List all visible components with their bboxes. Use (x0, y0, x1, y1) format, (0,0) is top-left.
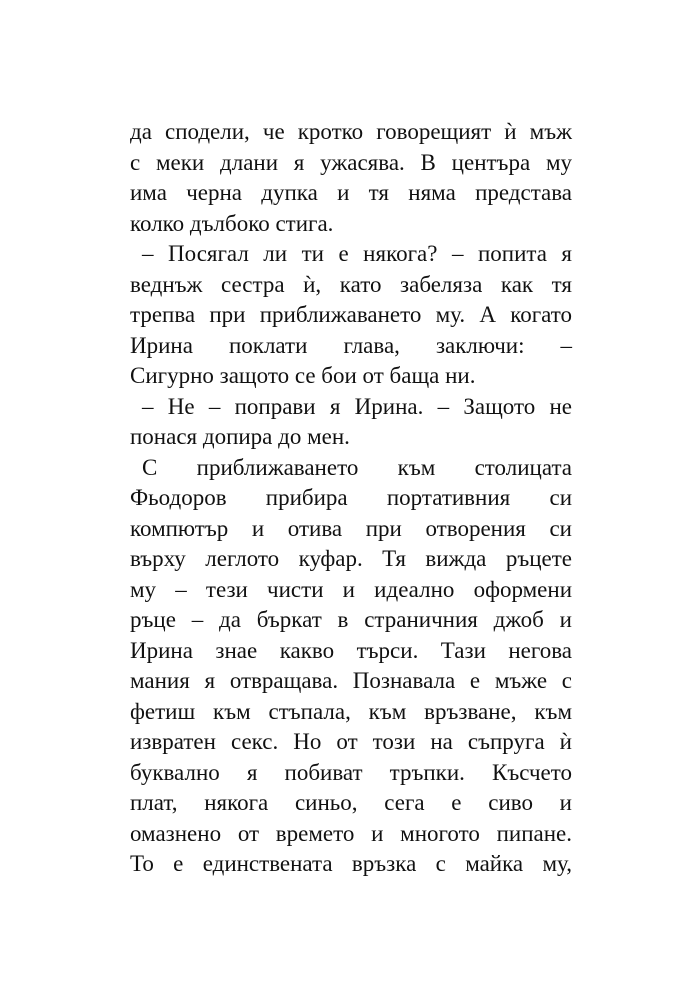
text-line: колко дълбоко стига. (130, 210, 334, 236)
text-line: веднъж сестра ѝ, като забеляза как тя (130, 271, 572, 297)
text-line: буквално я побиват тръпки. Късчето (130, 759, 572, 785)
text-line: компютър и отива при отворения си (130, 515, 572, 541)
text-line: да сподели, че кротко говорещият ѝ мъж (130, 119, 572, 144)
text-line: понася допира до мен. (130, 424, 350, 449)
text-line: мания я отвращава. Познавала е мъже с (130, 668, 572, 693)
text-line: С приближаването към столицата (142, 454, 572, 480)
text-line: Ирина знае какво търси. Тази негова (130, 637, 572, 663)
text-line: фетиш към стъпала, към връзване, към (130, 698, 572, 724)
text-line: трепва при приближаването му. А когато (130, 302, 572, 327)
text-line: Ирина поклати глава, заключи: – (130, 332, 572, 358)
text-line: има черна дупка и тя няма представа (130, 180, 572, 205)
text-line: То е единствената връзка с майка му, (130, 851, 572, 876)
text-line: с меки длани я ужасява. В центъра му (130, 149, 572, 175)
text-line: ръце – да бъркат в страничния джоб и (130, 607, 572, 632)
body-text (130, 117, 572, 880)
text-line: извратен секс. Но от този на съпруга ѝ (130, 729, 572, 754)
text-line: върху леглото куфар. Тя вижда ръцете (130, 546, 572, 571)
text-line: Фьодоров прибира портативния си (130, 485, 572, 510)
text-line: – Посягал ли ти е някога? – попита я (142, 241, 572, 266)
text-line: Сигурно защото се бои от баща ни. (130, 363, 476, 388)
text-line: – Не – поправи я Ирина. – Защото не (142, 393, 572, 419)
text-line: плат, някога синьо, сега е сиво и (130, 790, 572, 815)
text-line: омазнено от времето и многото пипане. (130, 820, 572, 846)
text-line: му – тези чисти и идеално оформени (130, 576, 572, 602)
